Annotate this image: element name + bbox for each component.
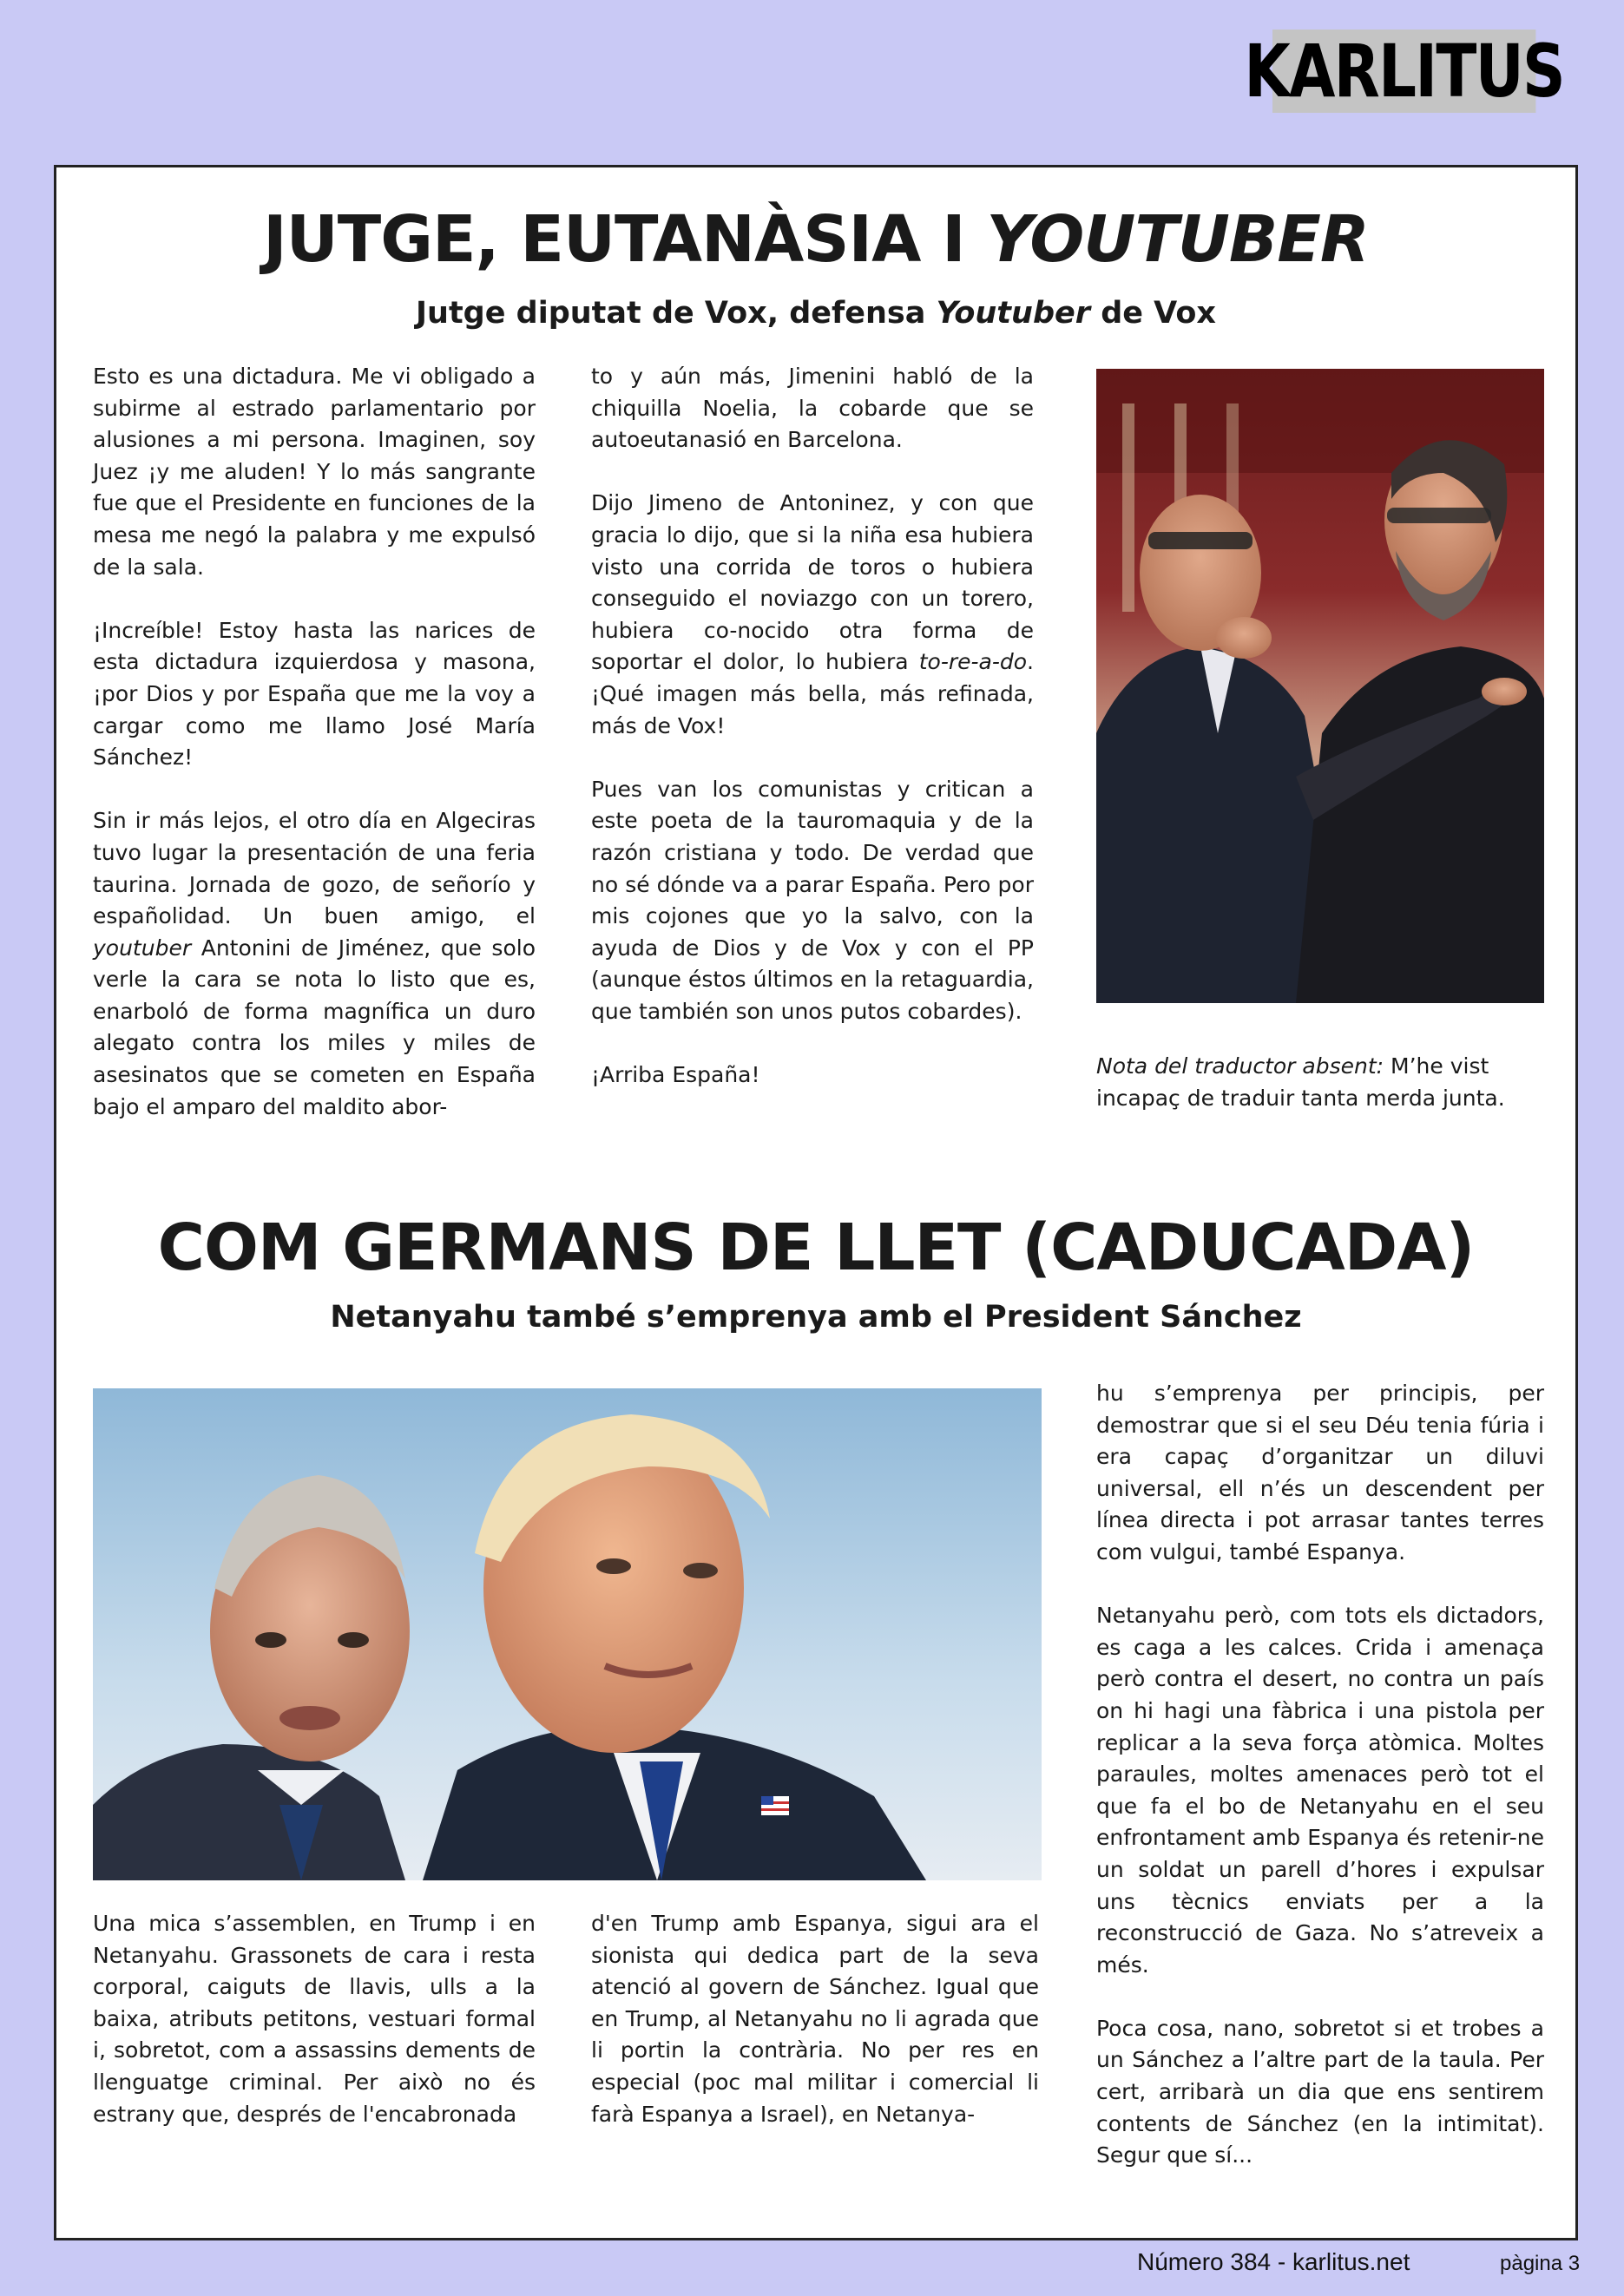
article2-col3-p1: hu s’emprenya per principis, per demostrar que si el seu Déu tenia fúria i era capaç d’organitzar un diluvi universal, ell n’és un descendent per línea directa i pot arrasar tantes terres com vulgui, també Espanya. [1096,1381,1544,1565]
translator-note [1096,1051,1544,1114]
article1-column-1 [93,361,536,1123]
translator-note-label: Nota del traductor absent: [1096,1053,1384,1079]
article1-col1-p3 [93,805,536,1123]
article1-col2-p2-a: Dijo Jimeno de Antoninez, y con que gracia lo dijo, que si la niña esa hubiera visto una corrida de toros o hubiera conseguido el noviazgo con un torero, hubiera co-nocido otra forma de soportar el dolor, lo hubiera [591,490,1034,675]
article1-col2-p2-em: to-re-a-do [918,649,1028,675]
article2-subtitle: Netanyahu també s’emprenya amb el President Sánchez [330,1300,1302,1335]
article1-col2-p3: Pues van los comunistas y critican a este poeta de la tauromaquia y de la razón cristiana y todo. De verdad que no sé dónde va a parar España. Pero por mis cojones que yo la salvo, con la ayuda de Dios y de Vox y con el PP (aunque éstos últimos en la retaguardia, que también son unos putos cobardes). [591,776,1034,1024]
article1-col2-p2 [591,488,1034,742]
article1-title [56,202,1575,277]
article1-col1-p3-em: youtuber [93,935,192,961]
logo-text: KARLITUS [1244,29,1565,114]
parliament-argument-illustration [1096,369,1544,1003]
article2-title: COM GERMANS DE LLET (CADUCADA) [157,1210,1475,1285]
article2-col3-p3: Poca cosa, nano, sobretot si et trobes a un Sánchez a l’altre part de la taula. Per cert, arribarà un dia que ens sentirem contents de Sánchez (en la intimitat). Segur que sí... [1096,2015,1544,2168]
netanyahu-trump-photo [93,1388,1042,1880]
article2-col1-text: Una mica s’assemblen, en Trump i en Netanyahu. Grassonets de cara i resta corporal, caiguts de llavis, ulls a la baixa, atributs petitons, vestuari formal i, sobretot, com a assassins dements de llenguatge criminal. Per això no és estrany que, després de l'encabronada [93,1911,536,2127]
article1-subtitle-em: Youtuber [936,296,1091,331]
article1-col1-p3-a: Sin ir más lejos, el otro día en Algeciras tuvo lugar la presentación de una feria taurina. Jornada de gozo, de señorío y españolidad. Un buen amigo, el [93,808,536,929]
article1-subtitle-b: de Vox [1090,296,1216,331]
article1-subtitle-a: Jutge diputat de Vox, defensa [416,296,937,331]
parliament-argument-photo [1096,369,1544,1003]
article1-col1-p2: ¡Increíble! Estoy hasta las narices de esta dictadura izquierdosa y masona, ¡por Dios y por España que me la voy a cargar como me llamo José María Sánchez! [93,617,536,771]
article1-col1-p3-b: Antonini de Jiménez, que solo verle la cara se nota lo listo que es, enarboló de forma magnífica un duro alegato contra los miles y miles de asesinatos que se cometen en España bajo el amparo del maldito abor- [93,935,536,1119]
article1-subtitle [56,296,1575,331]
article2-col2-text: d'en Trump amb Espanya, sigui ara el sionista qui dedica part de la seva atenció al govern de Sánchez. Igual que en Trump, al Netanyahu no li agrada que li portin la contrària. No per res en especial (poc mal militar i comercial li farà Espanya a Israel), en Netanya- [591,1911,1039,2127]
translator-note-text [1096,1051,1544,1114]
translator-note-body: M’he vist incapaç de traduir tanta merda junta. [1096,1053,1505,1111]
article2-col3-p2: Netanyahu però, com tots els dictadors, es caga a les calces. Crida i amenaça però contra el desert, no contra un país on hi hagi una fàbrica i una pistola per replicar a la seva força atòmica. Moltes paraules, moltes amenaces però tot el que fa el bo de Netanyahu en el seu enfrontament amb Espanya és retenir-ne un soldat un parell d’hores i expulsar uns tècnics enviats per a la reconstrucció de Gaza. No s’atreveix a més. [1096,1603,1544,1978]
issue-number: Número 384 - karlitus.net [1137,2248,1410,2275]
karlitus-logo [1244,29,1565,114]
article1-col1-p1: Esto es una dictadura. Me vi obligado a subirme al estrado parlamentario por alusiones a mi persona. Imaginen, soy Juez ¡y me aluden! Y lo más sangrante fue que el Presidente en funciones de la mesa me negó la palabra y me expulsó de la sala. [93,364,536,580]
article1-title-em: YOUTUBER [986,202,1369,277]
article2-column-3 [1096,1378,1544,2172]
article1-col2-p4: ¡Arriba España! [591,1062,760,1088]
page-number: pàgina 3 [1500,2252,1581,2275]
article1-column-2 [591,361,1034,1092]
article1-title-text: JUTGE, EUTANÀSIA I [263,202,987,277]
article1-col2-p2-b: . ¡Qué imagen más bella, más refinada, más de Vox! [591,649,1034,738]
article2-column-2 [591,1908,1039,2130]
article2-column-1 [93,1908,536,2130]
netanyahu-trump-illustration [93,1388,1042,1880]
page-sheet [54,165,1578,2240]
article1-col2-p1: to y aún más, Jimenini habló de la chiquilla Noelia, la cobarde que se autoeutanasió en Barcelona. [591,364,1034,453]
